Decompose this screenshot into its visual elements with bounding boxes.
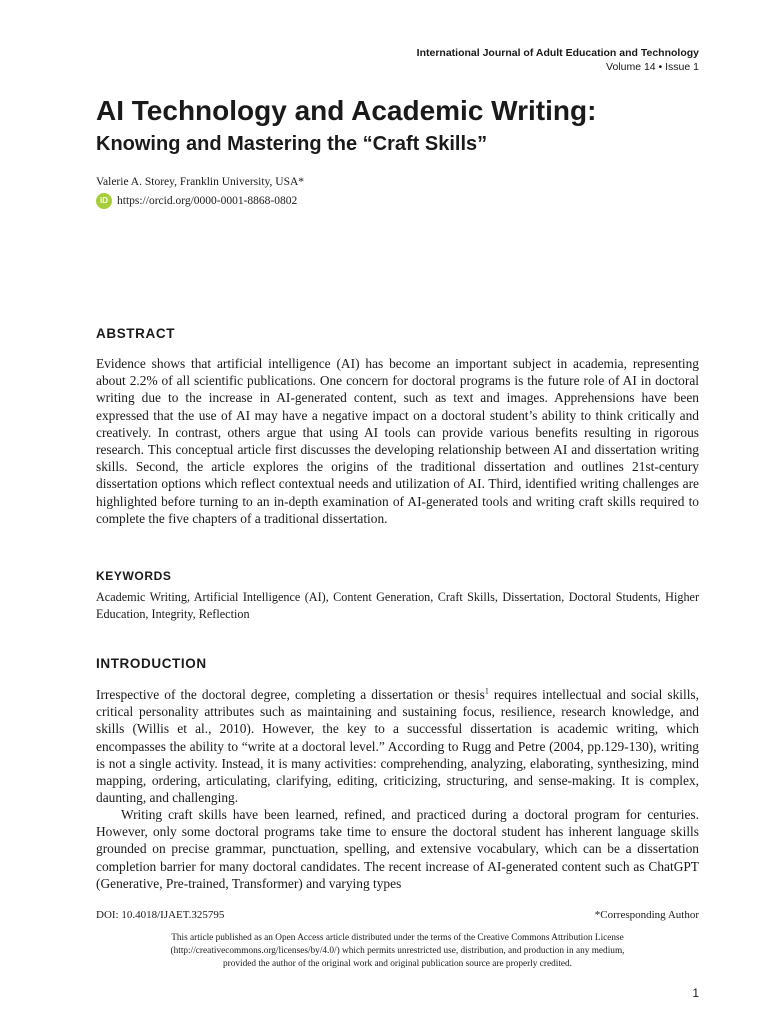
journal-issue: Volume 14 • Issue 1 xyxy=(606,61,699,73)
author-affiliation: Valerie A. Storey, Franklin University, USA* xyxy=(96,176,305,188)
license-line: This article published as an Open Access article distributed under the terms of the Creative Commons Attribution License xyxy=(171,933,624,943)
footnote-marker[interactable]: 1 xyxy=(484,686,489,696)
journal-header xyxy=(417,46,699,74)
abstract-text: Evidence shows that artificial intelligence (AI) has become an important subject in academia, representing about 2.2% of all scientific publications. One concern for doctoral programs is the future role of AI in doctoral writing due to the increase in AI-generated content, such as text and images. Apprehensions have been expressed that the use of AI may have a negative impact on a doctoral student’s ability to think critically and creatively. In contrast, others argue that using AI tools can provide various benefits resulting in rigorous research. This conceptual article first discusses the developing relationship between AI and dissertation writing skills. Second, the article explores the origins of the traditional dissertation and outlines 21st-century dissertation options which reflect contextual needs and utilization of AI. Third, identified writing challenges are highlighted before turning to an in-depth examination of AI-generated tools and writing craft skills required to complete the five chapters of a traditional dissertation. xyxy=(96,356,699,526)
orcid-link[interactable]: https://orcid.org/0000-0001-8868-0802 xyxy=(117,195,298,207)
introduction-paragraph-2: Writing craft skills have been learned, refined, and practiced during a doctoral program for centuries. However, only some doctoral programs take time to ensure the doctoral student has inherent language skills grounded on precise grammar, punctuation, spelling, and extensive vocabulary, which can be a dissertation completion barrier for many doctoral candidates. The recent increase of AI-generated content such as ChatGPT (Generative, Pre-trained, Transformer) and varying types xyxy=(96,807,699,891)
intro-p1-text-end: requires intellectual and social skills, critical personality attributes such as maintaining and sustaining focus, resilience, research knowledge, and skills (Willis et al., 2010). However, the key to a successful dissertation is academic writing, which encompasses the ability to “write at a doctoral level.” According to Rugg and Petre (2004, pp.129-130), writing is not a single activity. Instead, it is many activities: comprehending, analyzing, elaborating, synthesizing, mind mapping, ordering, articulating, clarifying, editing, criticizing, structuring, and sense-making. It is complex, daunting, and challenging. xyxy=(96,687,699,806)
orcid-icon: iD xyxy=(96,193,112,209)
introduction-heading: INTRODUCTION xyxy=(96,656,207,671)
corresponding-author-note: *Corresponding Author xyxy=(594,909,699,921)
doi: DOI: 10.4018/IJAET.325795 xyxy=(96,909,225,921)
keywords-heading: KEYWORDS xyxy=(96,569,172,583)
journal-name: International Journal of Adult Education and Technology xyxy=(416,47,699,59)
orcid-row xyxy=(96,193,297,209)
license-line: provided the author of the original work and original publication source are properly credited. xyxy=(222,958,573,969)
keywords-text: Academic Writing, Artificial Intelligence (AI), Content Generation, Craft Skills, Dissertation, Doctoral Students, Higher Education, Integrity, Reflection xyxy=(96,590,699,621)
introduction-paragraph-1 xyxy=(96,686,699,806)
license-notice xyxy=(96,932,699,970)
license-line: (http://creativecommons.org/licenses/by/4.0/) which permits unrestricted use, distribution, and production in any medium, xyxy=(170,945,625,956)
article-subtitle: Knowing and Mastering the “Craft Skills” xyxy=(96,133,488,155)
page-number: 1 xyxy=(692,986,699,1000)
article-title: AI Technology and Academic Writing: xyxy=(96,95,597,126)
abstract-heading: ABSTRACT xyxy=(96,326,176,341)
intro-p1-text-start: Irrespective of the doctoral degree, completing a dissertation or thesis xyxy=(96,687,485,702)
